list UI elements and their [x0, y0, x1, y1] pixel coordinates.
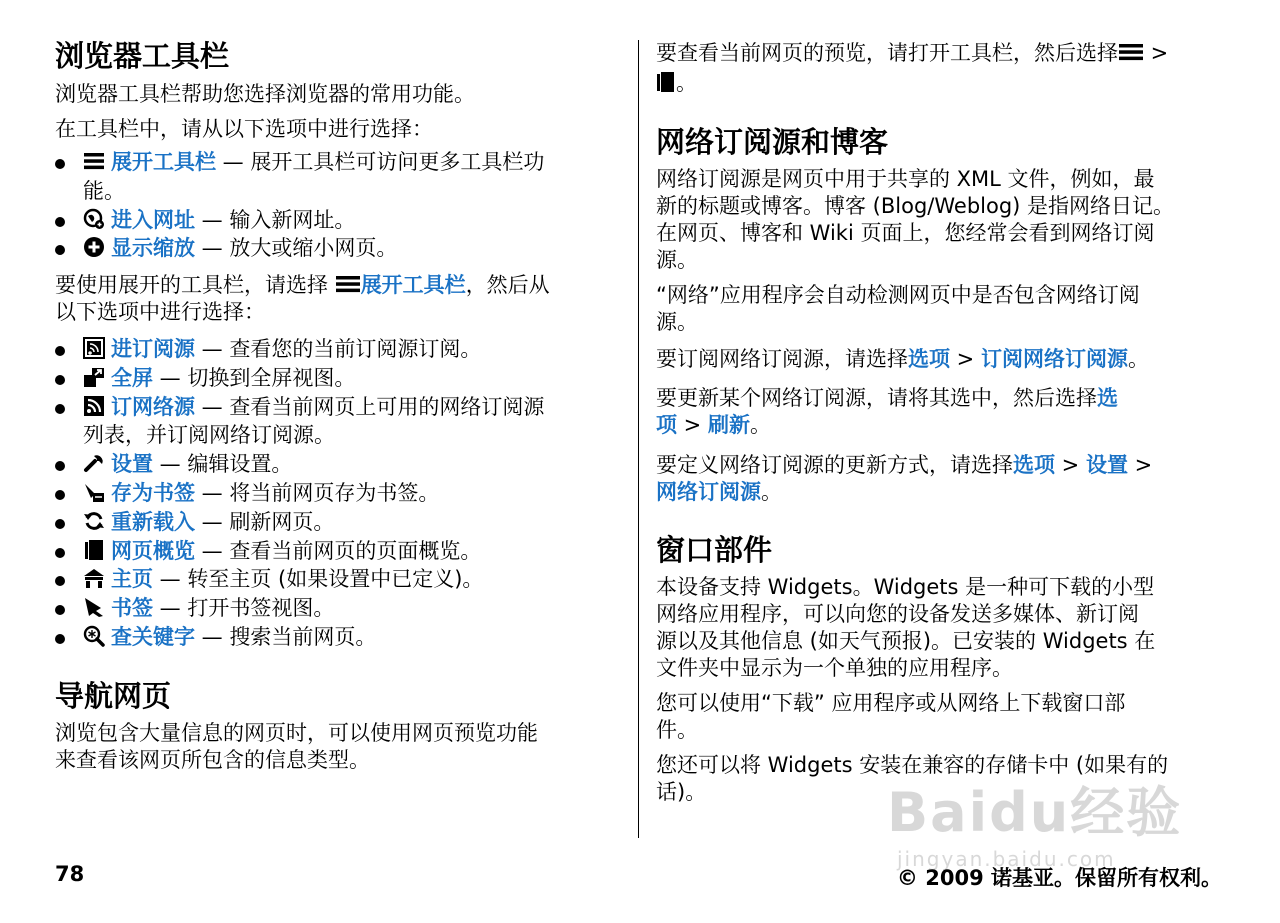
link-options[interactable]: 选项	[908, 347, 950, 371]
paragraph-feeds-line1: 网络订阅源是网页中用于共享的 XML 文件，例如，最	[656, 167, 1155, 191]
text-segment: 要更新某个网络订阅源，请将其选中，然后选择	[656, 386, 1097, 410]
heading-feeds-blogs: 网络订阅源和博客	[656, 125, 889, 159]
page-number: 78	[55, 862, 85, 886]
paragraph-toolbar-choose: 在工具栏中，请从以下选项中进行选择：	[55, 117, 433, 141]
list-item	[55, 537, 544, 566]
link-subscribe-feeds[interactable]: 订网络源	[111, 394, 195, 419]
item-description: — 放大或缩小网页。	[195, 236, 398, 261]
link-settings[interactable]: 设置	[1085, 453, 1128, 477]
paragraph-widgets-line4: 文件夹中显示为一个单独的应用程序。	[656, 656, 1013, 680]
heading-browser-toolbar: 浏览器工具栏	[55, 39, 230, 73]
list-item	[55, 594, 544, 623]
paragraph-feeds-line2: 新的标题或博客。博客 (Blog/Weblog) 是指网络日记。	[656, 194, 1175, 218]
item-description: — 刷新网页。	[195, 509, 335, 534]
menu-icon	[335, 273, 361, 295]
item-description-cont: 能。	[83, 178, 125, 203]
paragraph-subscribe	[656, 346, 1149, 373]
text-segment: 。	[749, 413, 771, 437]
paragraph-download-line1: 您可以使用“下载” 应用程序或从网络上下载窗口部	[656, 691, 1126, 715]
expanded-toolbar-options-list	[55, 335, 544, 652]
paragraph-install-line1: 您还可以将 Widgets 安装在兼容的存储卡中 (如果有的	[656, 753, 1169, 777]
list-item	[55, 623, 544, 652]
link-go-to-address[interactable]: 进入网址	[111, 207, 195, 232]
text-segment: >	[677, 413, 708, 437]
menu-icon	[83, 150, 105, 172]
link-save-as-bookmark[interactable]: 存为书签	[111, 480, 195, 505]
item-description: — 切换到全屏视图。	[153, 365, 356, 390]
list-item	[55, 479, 544, 508]
wrench-icon	[83, 452, 105, 474]
list-item	[55, 206, 544, 235]
heading-widgets: 窗口部件	[656, 533, 773, 567]
text-segment: 。	[676, 71, 697, 95]
zoom-icon	[83, 236, 105, 258]
menu-icon	[1118, 41, 1144, 63]
paragraph-update-line2	[656, 412, 771, 439]
link-find-keyword[interactable]: 查关键字	[111, 624, 195, 649]
globe-icon	[83, 208, 105, 230]
list-item	[55, 508, 544, 537]
reload-icon	[83, 510, 105, 532]
watermark-logo: Baidu经验	[887, 781, 1183, 844]
text-segment: ，然后从	[465, 273, 550, 297]
page-overview-icon	[656, 71, 676, 93]
list-item	[55, 565, 544, 594]
paragraph-define-line1	[656, 452, 1152, 479]
link-show-zoom[interactable]: 显示缩放	[111, 236, 195, 261]
link-expand-toolbar-inline[interactable]: 展开工具栏	[360, 273, 466, 297]
save-bookmark-icon	[83, 481, 105, 503]
find-keyword-icon	[83, 625, 105, 647]
link-expand-toolbar[interactable]: 展开工具栏	[111, 150, 216, 174]
fullscreen-icon	[83, 366, 105, 388]
paragraph-download-line2: 件。	[656, 718, 698, 742]
link-web-feeds[interactable]: 网络订阅源	[656, 480, 761, 504]
paragraph-preview-line2	[656, 70, 697, 97]
item-description-cont: 列表，并订阅网络订阅源。	[83, 423, 335, 448]
feed-icon	[83, 395, 105, 417]
bookmark-icon	[83, 596, 105, 618]
link-feeds[interactable]: 进订阅源	[111, 337, 195, 361]
paragraph-widgets-line2: 网络应用程序，可以向您的设备发送多媒体、新订阅	[656, 602, 1139, 626]
item-description: — 打开书签视图。	[153, 596, 335, 621]
item-description: — 输入新网址。	[195, 207, 356, 232]
paragraph-autodetect-line1: “网络”应用程序会自动检测网页中是否包含网络订阅	[656, 283, 1140, 307]
text-segment: >	[950, 347, 981, 371]
list-item	[55, 335, 544, 364]
item-description: — 查看您的当前订阅源订阅。	[195, 337, 482, 361]
paragraph-expanded-toolbar	[55, 272, 550, 299]
text-segment: 要定义网络订阅源的更新方式，请选择	[656, 453, 1013, 477]
link-reload[interactable]: 重新载入	[111, 509, 195, 534]
text-segment: >	[1127, 453, 1153, 477]
paragraph-preview-line1	[656, 40, 1168, 67]
item-description: — 将当前网页存为书签。	[195, 480, 440, 505]
link-page-overview[interactable]: 网页概览	[111, 538, 195, 563]
text-segment: 要使用展开的工具栏，请选择	[55, 273, 335, 297]
list-item	[55, 393, 544, 451]
paragraph-install-line2: 话)。	[656, 780, 707, 804]
list-item	[55, 364, 544, 393]
paragraph-autodetect-line2: 源。	[656, 310, 698, 334]
text-segment: 。	[1127, 347, 1149, 371]
link-bookmarks[interactable]: 书签	[111, 596, 153, 621]
list-item	[55, 234, 544, 263]
list-item	[55, 450, 544, 479]
toolbar-options-list	[55, 148, 544, 263]
link-subscribe-web-feeds[interactable]: 订阅网络订阅源	[980, 347, 1128, 371]
paragraph-update-line1	[656, 385, 1118, 412]
paragraph-navigate-line1: 浏览包含大量信息的网页时，可以使用网页预览功能	[55, 721, 538, 745]
feeds-icon	[83, 337, 105, 359]
link-options[interactable]: 选项	[1013, 453, 1055, 477]
link-options-part1[interactable]: 选	[1097, 386, 1118, 410]
item-description: — 查看当前网页上可用的网络订阅源	[195, 394, 545, 419]
paragraph-feeds-line4: 源。	[656, 248, 698, 272]
heading-navigate-pages: 导航网页	[55, 679, 172, 713]
item-description: — 展开工具栏可访问更多工具栏功	[216, 150, 545, 174]
paragraph-widgets-line3: 源以及其他信息 (如天气预报)。已安装的 Widgets 在	[656, 629, 1156, 653]
paragraph-navigate-line2: 来查看该网页所包含的信息类型。	[55, 748, 370, 772]
list-item	[55, 148, 544, 206]
link-refresh[interactable]: 刷新	[707, 413, 750, 437]
link-full-screen[interactable]: 全屏	[111, 365, 153, 390]
item-description: — 查看当前网页的页面概览。	[195, 538, 482, 563]
paragraph-define-line2	[656, 479, 782, 506]
text-segment: 。	[761, 480, 782, 504]
page-overview-icon	[83, 539, 105, 561]
copyright: © 2009 诺基亚。保留所有权利。	[896, 866, 1222, 890]
paragraph-expanded-toolbar-cont: 以下选项中进行选择：	[55, 300, 265, 324]
text-segment: >	[1055, 453, 1086, 477]
column-divider	[638, 40, 639, 838]
item-description: — 搜索当前网页。	[195, 624, 377, 649]
paragraph-feeds-line3: 在网页、博客和 Wiki 页面上，您经常会看到网络订阅	[656, 221, 1155, 245]
watermark-url: jingyan.baidu.com	[897, 847, 1116, 871]
link-settings[interactable]: 设置	[111, 452, 153, 477]
home-icon	[83, 567, 105, 589]
text-segment: 要订阅网络订阅源，请选择	[656, 347, 908, 371]
item-description: — 转至主页 (如果设置中已定义)。	[153, 567, 484, 592]
link-home[interactable]: 主页	[111, 567, 153, 592]
baidu-watermark	[887, 770, 1182, 871]
text-segment: >	[1144, 41, 1169, 65]
paragraph-toolbar-intro: 浏览器工具栏帮助您选择浏览器的常用功能。	[55, 82, 475, 106]
paragraph-widgets-line1: 本设备支持 Widgets。Widgets 是一种可下载的小型	[656, 575, 1155, 599]
link-options-part2[interactable]: 项	[656, 413, 677, 437]
text-segment: 要查看当前网页的预览，请打开工具栏，然后选择	[656, 41, 1118, 65]
item-description: — 编辑设置。	[153, 452, 293, 477]
